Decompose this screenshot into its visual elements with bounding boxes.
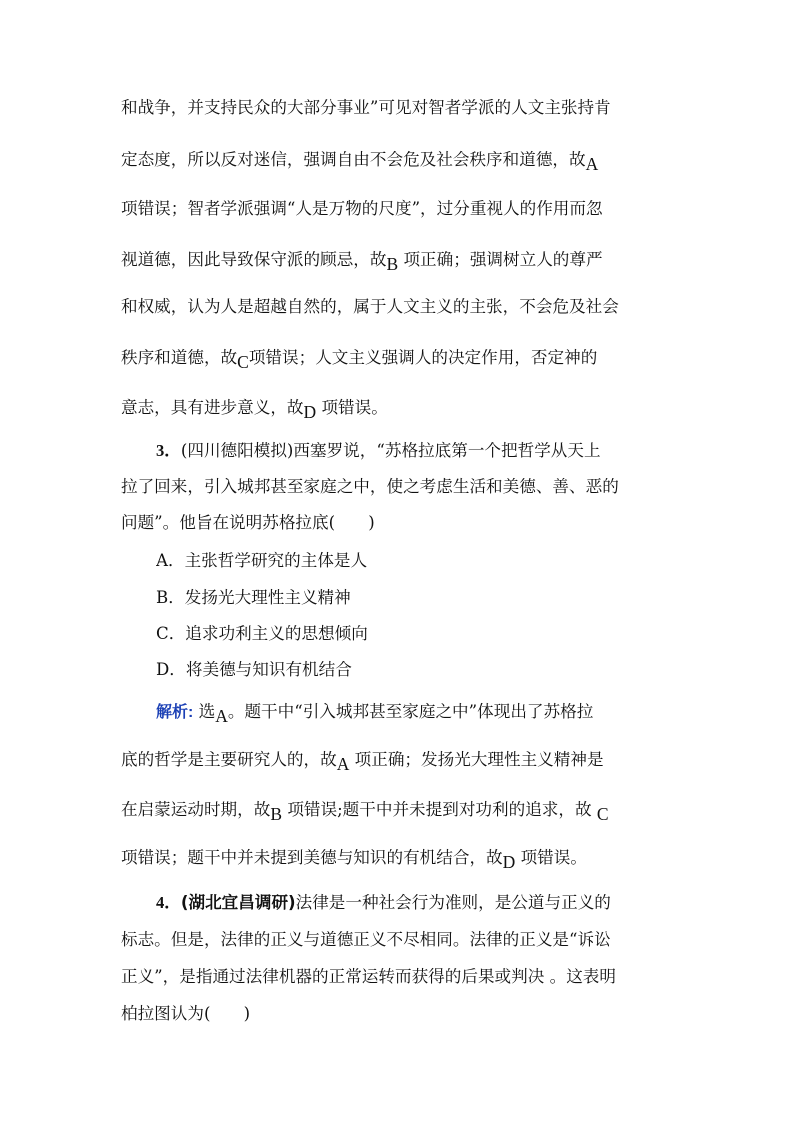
prev-answer-line-7: 意志，具有进步意义，故D 项错误。 xyxy=(121,396,724,419)
option-ref: D xyxy=(502,852,516,869)
prev-answer-line-1: 和战争，并支持民众的大部分事业”可见对智者学派的人文主张持肯 xyxy=(121,98,611,117)
question-number: 4． xyxy=(156,893,181,912)
option-ref: C xyxy=(237,352,249,369)
option-ref: D xyxy=(303,402,317,419)
option-ref: A xyxy=(215,706,228,724)
option-ref: B xyxy=(270,804,283,821)
question-3-analysis-line-4: 项错误；题干中并未提到美德与知识的有机结合，故D 项错误。 xyxy=(121,846,724,869)
question-4-stem-line-2: 标志。但是，法律的正义与道德正义不尽相同。法律的正义是“诉讼 xyxy=(121,930,611,949)
question-3-analysis-line-2: 底的哲学是主要研究人的，故A 项正确；发扬光大理性主义精神是 xyxy=(121,748,724,771)
question-3-stem-line-2: 拉了回来，引入城邦甚至家庭之中，使之考虑生活和美德、善、恶的 xyxy=(121,477,619,496)
prev-answer-line-6: 秩序和道德，故C项错误；人文主义强调人的决定作用，否定神的 xyxy=(121,346,724,369)
question-3-stem-line-1: 3．(四川德阳模拟)西塞罗说，“苏格拉底第一个把哲学从天上 xyxy=(156,441,601,460)
question-3-option-d: D．将美德与知识有机结合 xyxy=(156,660,352,679)
question-3-option-b: B．发扬光大理性主义精神 xyxy=(156,588,351,607)
prev-answer-line-2: 定态度，所以反对迷信，强调自由不会危及社会秩序和道德，故A xyxy=(121,148,724,171)
question-3-analysis-line-3: 在启蒙运动时期，故B 项错误;题干中并未提到对功利的追求，故 C xyxy=(121,798,724,821)
question-3-option-a: A．主张哲学研究的主体是人 xyxy=(156,551,368,570)
prev-answer-line-3: 项错误；智者学派强调“人是万物的尺度”，过分重视人的作用而忽 xyxy=(121,199,603,218)
question-4-stem-line-4: 柏拉图认为( ) xyxy=(121,1004,251,1023)
option-ref: A xyxy=(585,154,599,171)
analysis-label: 解析: xyxy=(156,704,194,721)
question-number: 3． xyxy=(156,441,181,460)
question-source: (湖北宜昌调研) xyxy=(180,893,296,912)
option-ref: A xyxy=(336,754,350,771)
question-4-stem-line-1: 4．(湖北宜昌调研)法律是一种社会行为准则，是公道与正义的 xyxy=(156,893,611,912)
question-source: (四川德阳模拟) xyxy=(180,441,294,460)
option-ref: B xyxy=(386,254,399,271)
option-ref: C xyxy=(596,804,609,821)
question-3-stem-line-3: 问题”。他旨在说明苏格拉底( ) xyxy=(121,513,375,532)
question-3-option-c: C．追求功利主义的思想倾向 xyxy=(156,624,368,643)
prev-answer-line-5: 和权威，认为人是超越自然的，属于人文主义的主张，不会危及社会 xyxy=(121,297,619,316)
question-3-analysis-line-1: 解析: 选A。题干中“引入城邦甚至家庭之中”体现出了苏格拉 xyxy=(156,702,594,724)
question-4-stem-line-3: 正义”，是指通过法律机器的正常运转而获得的后果或判决 。这表明 xyxy=(121,967,616,986)
prev-answer-line-4: 视道德，因此导致保守派的顾忌，故B 项正确；强调树立人的尊严 xyxy=(121,248,724,271)
